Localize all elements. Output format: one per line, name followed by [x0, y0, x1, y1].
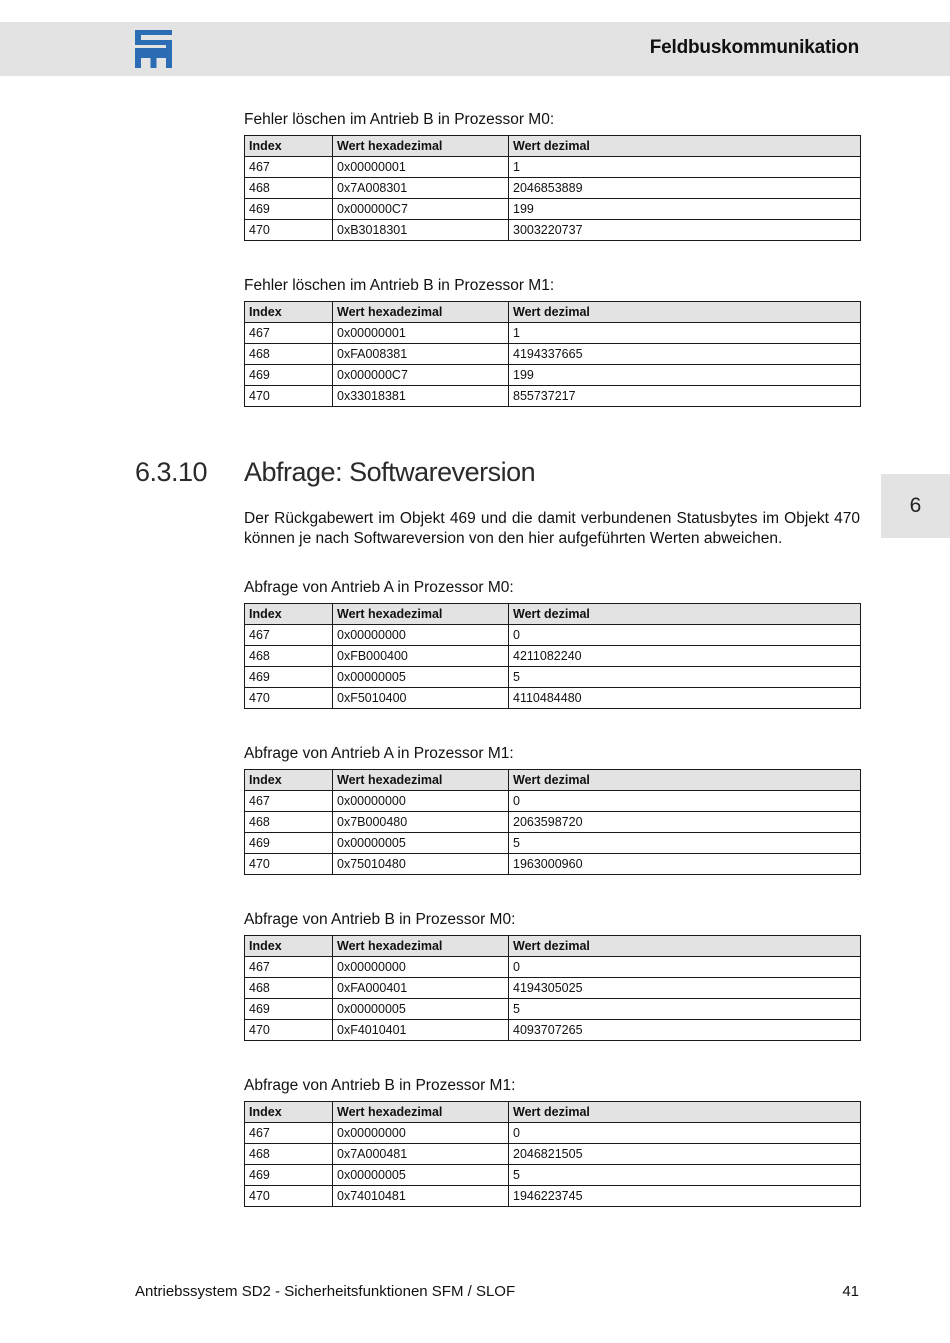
- table-row: [245, 1020, 861, 1041]
- data-table: [244, 1101, 861, 1207]
- table-row: [245, 625, 861, 646]
- table-row: [245, 791, 861, 812]
- cell-hex: 0x00000000: [333, 791, 509, 812]
- cell-dec: 0: [509, 1123, 861, 1144]
- column-header-index: Index: [245, 604, 333, 625]
- cell-dec: 0: [509, 957, 861, 978]
- cell-dec: 1: [509, 323, 861, 344]
- cell-index: 469: [245, 999, 333, 1020]
- cell-dec: 4110484480: [509, 688, 861, 709]
- cell-index: 469: [245, 199, 333, 220]
- table-caption: Fehler löschen im Antrieb B in Prozessor M1:: [244, 277, 555, 294]
- cell-dec: 4194305025: [509, 978, 861, 999]
- cell-index: 470: [245, 1020, 333, 1041]
- column-header-dec: Wert dezimal: [509, 302, 861, 323]
- table-header-row: [245, 1102, 861, 1123]
- cell-hex: 0x00000000: [333, 957, 509, 978]
- table-row: [245, 833, 861, 854]
- cell-dec: 2046821505: [509, 1144, 861, 1165]
- table-header-row: [245, 302, 861, 323]
- column-header-index: Index: [245, 302, 333, 323]
- cell-hex: 0x00000005: [333, 667, 509, 688]
- table-caption: Abfrage von Antrieb A in Prozessor M0:: [244, 579, 514, 596]
- column-header-index: Index: [245, 136, 333, 157]
- table-row: [245, 199, 861, 220]
- cell-hex: 0x7A000481: [333, 1144, 509, 1165]
- cell-index: 467: [245, 625, 333, 646]
- cell-index: 468: [245, 978, 333, 999]
- table-row: [245, 688, 861, 709]
- cell-hex: 0x75010480: [333, 854, 509, 875]
- cell-dec: 1946223745: [509, 1186, 861, 1207]
- table-row: [245, 365, 861, 386]
- cell-hex: 0x00000005: [333, 833, 509, 854]
- table-row: [245, 386, 861, 407]
- column-header-dec: Wert dezimal: [509, 604, 861, 625]
- column-header-dec: Wert dezimal: [509, 936, 861, 957]
- table-caption: Abfrage von Antrieb B in Prozessor M1:: [244, 1077, 516, 1094]
- cell-dec: 2063598720: [509, 812, 861, 833]
- cell-dec: 5: [509, 1165, 861, 1186]
- cell-index: 469: [245, 365, 333, 386]
- cell-hex: 0x7B000480: [333, 812, 509, 833]
- table-row: [245, 1123, 861, 1144]
- table-caption: Fehler löschen im Antrieb B in Prozessor M0:: [244, 111, 555, 128]
- table-row: [245, 178, 861, 199]
- cell-dec: 199: [509, 365, 861, 386]
- cell-index: 468: [245, 812, 333, 833]
- cell-hex: 0x000000C7: [333, 365, 509, 386]
- column-header-hex: Wert hexadezimal: [333, 770, 509, 791]
- cell-dec: 1963000960: [509, 854, 861, 875]
- table-caption: Abfrage von Antrieb A in Prozessor M1:: [244, 745, 514, 762]
- cell-hex: 0xFA000401: [333, 978, 509, 999]
- table-row: [245, 157, 861, 178]
- cell-dec: 2046853889: [509, 178, 861, 199]
- table-row: [245, 323, 861, 344]
- cell-index: 470: [245, 220, 333, 241]
- section-title: Abfrage: Softwareversion: [244, 457, 536, 487]
- column-header-hex: Wert hexadezimal: [333, 604, 509, 625]
- data-table: [244, 935, 861, 1041]
- table-row: [245, 978, 861, 999]
- table-header-row: [245, 604, 861, 625]
- cell-index: 469: [245, 667, 333, 688]
- cell-dec: 5: [509, 833, 861, 854]
- cell-dec: 4194337665: [509, 344, 861, 365]
- cell-hex: 0x000000C7: [333, 199, 509, 220]
- cell-dec: 4093707265: [509, 1020, 861, 1041]
- cell-index: 469: [245, 1165, 333, 1186]
- footer-page-number: 41: [842, 1283, 859, 1300]
- column-header-index: Index: [245, 1102, 333, 1123]
- cell-dec: 4211082240: [509, 646, 861, 667]
- cell-index: 469: [245, 833, 333, 854]
- cell-hex: 0x7A008301: [333, 178, 509, 199]
- data-table: [244, 301, 861, 407]
- cell-dec: 0: [509, 791, 861, 812]
- table-header-row: [245, 136, 861, 157]
- data-table: [244, 769, 861, 875]
- cell-hex: 0x74010481: [333, 1186, 509, 1207]
- cell-index: 467: [245, 157, 333, 178]
- cell-dec: 3003220737: [509, 220, 861, 241]
- cell-index: 468: [245, 178, 333, 199]
- page-header-title: Feldbuskommunikation: [649, 37, 859, 58]
- chapter-tab: 6: [881, 474, 950, 538]
- cell-dec: 855737217: [509, 386, 861, 407]
- table-header-row: [245, 770, 861, 791]
- cell-dec: 5: [509, 999, 861, 1020]
- column-header-index: Index: [245, 936, 333, 957]
- cell-hex: 0xFB000400: [333, 646, 509, 667]
- table-row: [245, 854, 861, 875]
- cell-hex: 0x00000001: [333, 323, 509, 344]
- cell-index: 470: [245, 386, 333, 407]
- cell-index: 467: [245, 957, 333, 978]
- cell-dec: 5: [509, 667, 861, 688]
- column-header-dec: Wert dezimal: [509, 136, 861, 157]
- column-header-dec: Wert dezimal: [509, 1102, 861, 1123]
- cell-index: 470: [245, 854, 333, 875]
- cell-hex: 0x00000005: [333, 1165, 509, 1186]
- cell-hex: 0x00000000: [333, 625, 509, 646]
- cell-index: 468: [245, 646, 333, 667]
- table-row: [245, 812, 861, 833]
- cell-hex: 0x00000005: [333, 999, 509, 1020]
- column-header-index: Index: [245, 770, 333, 791]
- footer-document-title: Antriebssystem SD2 - Sicherheitsfunktionen SFM / SLOF: [135, 1283, 516, 1300]
- cell-hex: 0x00000000: [333, 1123, 509, 1144]
- data-table: [244, 603, 861, 709]
- table-row: [245, 646, 861, 667]
- cell-index: 468: [245, 1144, 333, 1165]
- table-row: [245, 344, 861, 365]
- cell-dec: 199: [509, 199, 861, 220]
- cell-index: 467: [245, 791, 333, 812]
- column-header-dec: Wert dezimal: [509, 770, 861, 791]
- table-row: [245, 1165, 861, 1186]
- cell-hex: 0xB3018301: [333, 220, 509, 241]
- company-logo: [135, 30, 172, 68]
- table-caption: Abfrage von Antrieb B in Prozessor M0:: [244, 911, 516, 928]
- cell-index: 470: [245, 1186, 333, 1207]
- section-number: 6.3.10: [135, 457, 208, 487]
- table-row: [245, 220, 861, 241]
- table-header-row: [245, 936, 861, 957]
- table-row: [245, 667, 861, 688]
- cell-hex: 0x00000001: [333, 157, 509, 178]
- section-paragraph: Der Rückgabewert im Objekt 469 und die damit verbundenen Statusbytes im Objekt 470 können je nach Softwareversion von den hier aufgeführten Werten abweichen.: [244, 510, 860, 547]
- cell-dec: 1: [509, 157, 861, 178]
- cell-hex: 0x33018381: [333, 386, 509, 407]
- column-header-hex: Wert hexadezimal: [333, 1102, 509, 1123]
- cell-index: 470: [245, 688, 333, 709]
- cell-hex: 0xF4010401: [333, 1020, 509, 1041]
- cell-hex: 0xFA008381: [333, 344, 509, 365]
- column-header-hex: Wert hexadezimal: [333, 936, 509, 957]
- table-row: [245, 957, 861, 978]
- data-table: [244, 135, 861, 241]
- cell-index: 467: [245, 1123, 333, 1144]
- cell-dec: 0: [509, 625, 861, 646]
- cell-index: 468: [245, 344, 333, 365]
- table-row: [245, 999, 861, 1020]
- column-header-hex: Wert hexadezimal: [333, 302, 509, 323]
- cell-index: 467: [245, 323, 333, 344]
- cell-hex: 0xF5010400: [333, 688, 509, 709]
- table-row: [245, 1144, 861, 1165]
- column-header-hex: Wert hexadezimal: [333, 136, 509, 157]
- table-row: [245, 1186, 861, 1207]
